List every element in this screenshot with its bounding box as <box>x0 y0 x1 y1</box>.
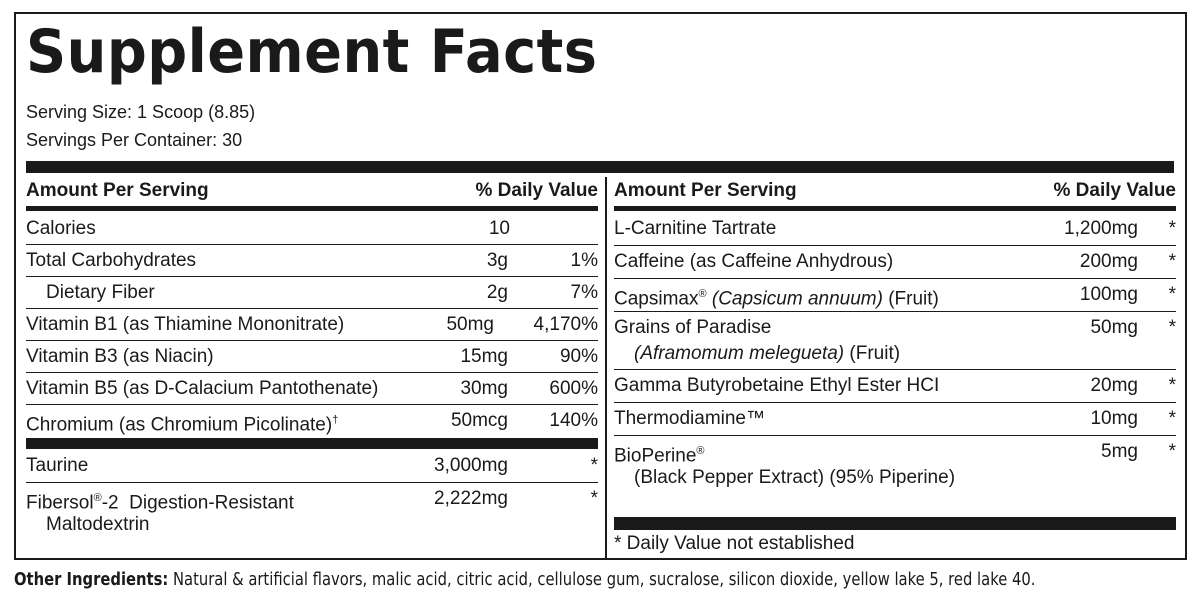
nutrient-row <box>26 405 598 436</box>
ingredient-row <box>614 246 1176 279</box>
ingredient-name: Grains of Paradise <box>614 317 772 338</box>
ingredient-row <box>614 279 1176 312</box>
nutrient-name: Vitamin B3 (as Niacin) <box>26 346 214 367</box>
nutrient-dv: 140% <box>549 410 598 431</box>
ingredient-name: Caffeine (as Caffeine Anhydrous) <box>614 251 894 272</box>
ingredient-row <box>614 370 1176 403</box>
ingredient-dv: * <box>1168 375 1176 396</box>
footnote-divider-thick <box>614 517 1176 530</box>
nutrient-dv: 1% <box>570 250 598 271</box>
left-amount-per-serving-heading: Amount Per Serving <box>26 180 209 201</box>
ingredient-name: Taurine <box>26 455 89 476</box>
ingredient-dv: * <box>1168 317 1176 338</box>
left-daily-value-heading: % Daily Value <box>475 180 598 201</box>
nutrient-name: Dietary Fiber <box>46 282 155 303</box>
ingredient-name: Thermodiamine™ <box>614 408 765 429</box>
ingredient-amount: 50mg <box>1090 317 1138 338</box>
nutrient-amount: 15mg <box>460 346 508 367</box>
ingredient-dv: * <box>1168 284 1176 305</box>
ingredient-name: Capsimax® (Capsicum annuum) (Fruit) <box>614 288 939 310</box>
ingredient-name-line2: (Aframomum melegueta) (Fruit) <box>634 343 901 364</box>
nutrient-name: Chromium (as Chromium Picolinate)† <box>26 414 339 436</box>
ingredient-amount: 20mg <box>1090 375 1138 396</box>
nutrient-row <box>26 373 598 405</box>
ingredient-amount: 10mg <box>1090 408 1138 429</box>
ingredient-amount: 3,000mg <box>434 455 508 476</box>
ingredient-name: BioPerine® <box>614 445 705 467</box>
nutrient-dv: 4,170% <box>533 314 598 335</box>
ingredient-dv: * <box>1168 251 1176 272</box>
section-divider-thick <box>26 161 1174 173</box>
left-header-rule <box>26 206 598 211</box>
ingredient-row <box>614 312 1176 370</box>
ingredient-amount: 100mg <box>1079 284 1138 305</box>
nutrient-amount: 2g <box>486 282 508 303</box>
ingredient-name: Fibersol®-2 Digestion-Resistant <box>26 492 294 514</box>
ingredient-row <box>614 403 1176 436</box>
ingredient-row <box>26 450 598 483</box>
nutrient-row <box>26 213 598 245</box>
supplement-facts-panel <box>14 12 1187 560</box>
right-header-rule <box>614 206 1176 211</box>
nutrient-name: Total Carbohydrates <box>26 250 197 271</box>
left-header-row <box>26 177 598 204</box>
nutrient-row <box>26 309 598 341</box>
ingredient-amount: 2,222mg <box>434 488 508 509</box>
ingredient-name: Gamma Butyrobetaine Ethyl Ester HCI <box>614 375 940 396</box>
right-amount-per-serving-heading: Amount Per Serving <box>614 180 797 201</box>
daily-value-footnote: * Daily Value not established <box>614 533 855 554</box>
nutrient-amount: 50mg <box>446 314 494 335</box>
ingredient-row <box>26 483 598 539</box>
nutrient-row <box>26 245 598 277</box>
ingredient-row <box>614 436 1176 496</box>
ingredient-amount: 200mg <box>1079 251 1138 272</box>
nutrient-row <box>26 341 598 373</box>
nutrient-dv: 600% <box>549 378 598 399</box>
nutrient-dv: 7% <box>570 282 598 303</box>
nutrient-amount: 30mg <box>460 378 508 399</box>
other-ingredients-text: Natural & artificial flavors, malic acid, citric acid, cellulose gum, sucralose, silicon dioxide, yellow lake 5, red lake 40. <box>168 569 1036 590</box>
ingredient-amount: 1,200mg <box>1064 218 1138 239</box>
blend-divider-thick <box>26 438 598 449</box>
ingredient-amount: 5mg <box>1101 441 1138 462</box>
serving-size: Serving Size: 1 Scoop (8.85) <box>26 102 256 122</box>
column-divider <box>605 177 607 560</box>
servings-per-container: Servings Per Container: 30 <box>26 130 243 150</box>
nutrient-amount: 50mcg <box>450 410 508 431</box>
panel-title: Supplement Facts <box>26 17 598 87</box>
nutrient-row <box>26 277 598 309</box>
ingredient-name-line2: Maltodextrin <box>46 514 150 535</box>
nutrient-dv: 90% <box>559 346 598 367</box>
ingredient-dv: * <box>1168 441 1176 462</box>
nutrient-name: Calories <box>26 218 96 239</box>
ingredient-dv: * <box>1168 408 1176 429</box>
nutrient-name: Vitamin B1 (as Thiamine Mononitrate) <box>26 314 345 335</box>
ingredient-dv: * <box>1168 218 1176 239</box>
ingredient-name-line2: (Black Pepper Extract) (95% Piperine) <box>634 467 956 488</box>
ingredient-row <box>614 213 1176 246</box>
ingredient-dv: * <box>590 455 598 476</box>
other-ingredients <box>14 569 1035 590</box>
nutrient-name: Vitamin B5 (as D-Calacium Pantothenate) <box>26 378 379 399</box>
nutrient-amount: 3g <box>486 250 508 271</box>
nutrient-amount: 10 <box>488 218 510 239</box>
other-ingredients-label: Other Ingredients: <box>14 569 169 590</box>
ingredient-name: L-Carnitine Tartrate <box>614 218 777 239</box>
right-header-row <box>614 177 1176 204</box>
ingredient-dv: * <box>590 488 598 509</box>
right-daily-value-heading: % Daily Value <box>1053 180 1176 201</box>
